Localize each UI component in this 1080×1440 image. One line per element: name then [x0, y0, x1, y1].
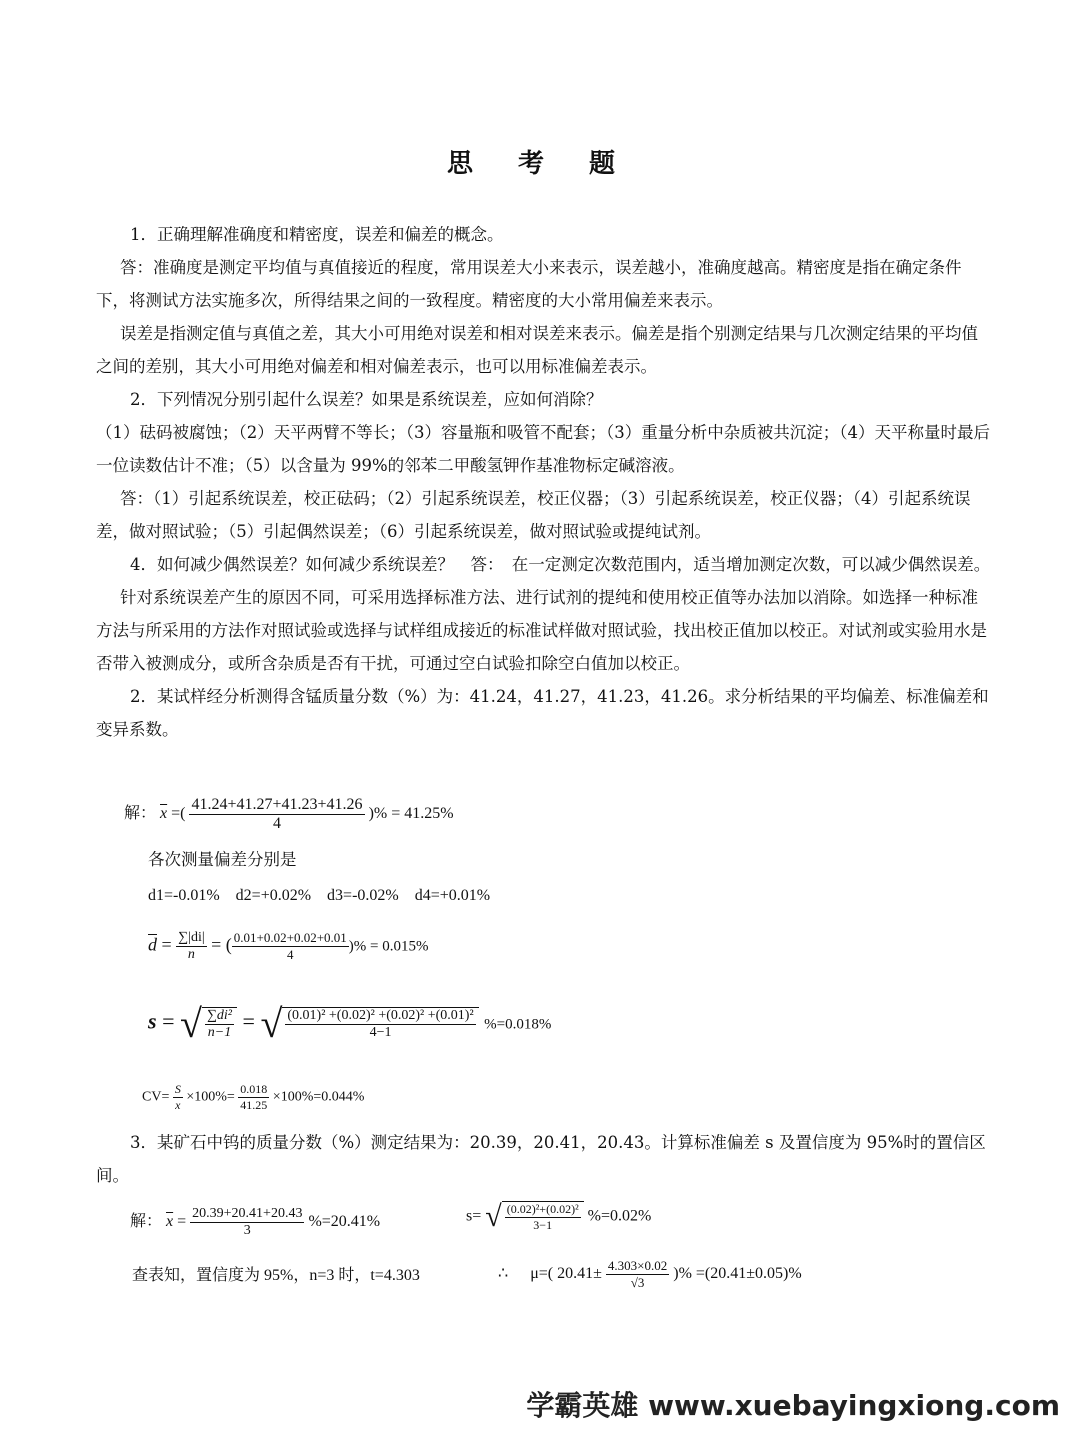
mu-numerator: 4.303×0.02 — [607, 1258, 668, 1273]
avg-deviation-formula: $\overline{d}$ = $\frac{\sum|di|}{n}$ = ( $\frac{0.01+0.02+0.02+0.01}{4}$ )% = 0.015% — [148, 930, 429, 962]
cv-label: CV= — [142, 1089, 170, 1105]
solution-label: 解： — [124, 805, 157, 823]
cv-formula: CV= $\frac{S}{x}$ ×100%= $\frac{0.018}{41.25}$ ×100%=0.044% — [142, 1082, 365, 1112]
mu-result: )% =(20.41±0.05)% — [673, 1265, 802, 1283]
dbar-numerator: 0.01+0.02+0.02+0.01 — [233, 930, 347, 945]
deviation-values: d1=-0.01% d2=+0.02% d3=-0.02% d4=+0.01% — [148, 887, 491, 904]
mean2-numerator: 20.39+20.41+20.43 — [192, 1206, 303, 1221]
mu-denominator: √3 — [630, 1275, 645, 1290]
s-numerator: (0.01)² +(0.02)² +(0.02)² +(0.01)² — [287, 1007, 474, 1023]
s2-numerator: (0.02)²+(0.02)² — [506, 1202, 579, 1216]
mean-fraction — [189, 796, 364, 833]
cv-denominator: 41.25 — [240, 1098, 268, 1112]
mean2-denominator: 3 — [243, 1223, 251, 1238]
mean-denominator: 4 — [273, 815, 282, 832]
question-1: 1．正确理解准确度和精密度，误差和偏差的概念。 — [130, 225, 504, 244]
mean-result: )% = 41.25% — [368, 805, 454, 823]
therefore-symbol: ∴ — [498, 1265, 509, 1283]
page-title: 思 考 题 — [446, 149, 634, 179]
confidence-interval — [498, 1258, 802, 1291]
mu-mean: 20.41± — [557, 1265, 602, 1283]
std-dev-formula: s = √ $\frac{\text{∑di²}}{n-1}$ = √ $\frac{\text{(0.01)² +(0.02)² +(0.02)² +(0.01)²}}{4-1}$ %=0.018% — [148, 1001, 552, 1046]
solution2-label: 解： — [130, 1213, 163, 1231]
answer-1a: 答：准确度是测定平均值与真值接近的程度，常用误差大小来表示，误差越小，准确度越高。精密度是指在确定条件下，将测试方法实施多次，所得结果之间的一致程度。精密度的大小常用偏差来表示。 — [96, 258, 962, 310]
mean-numerator: 41.24+41.27+41.23+41.26 — [191, 796, 363, 813]
body-text — [96, 218, 992, 746]
mean2-result: %=20.41% — [308, 1213, 381, 1231]
cv-numerator: 0.018 — [240, 1082, 268, 1096]
question-3: 3．某矿石中钨的质量分数（%）测定结果为：20.39，20.41，20.43。计算标准偏差 s 及置信度为 95%时的置信区间。 — [96, 1133, 986, 1185]
watermark: 学霸英雄 www.xuebayingxiong.com — [526, 1389, 1060, 1422]
answer-4: 针对系统误差产生的原因不同，可采用选择标准方法、进行试剂的提纯和使用校正值等办法加以消除。如选择一种标准方法与所采用的方法作对照试验或选择与试样组成接近的标准试样做对照试验，找出校正值加以校正。对试剂或实验用水是否带入被测成分，或所含杂质是否有干扰，可通过空白试验扣除空白值加以校正。 — [96, 588, 987, 673]
mean-formula: 解： $\overline{x}$ =( $\frac{41.24+41.27+41.23+41.26}{4}$ )% = 41.25% — [124, 796, 454, 832]
dbar-result: )% = 0.015% — [348, 938, 429, 955]
cv-result: ×100%=0.044% — [272, 1089, 365, 1105]
s2-denominator: 3−1 — [533, 1218, 553, 1232]
mu-label: μ=( — [530, 1265, 554, 1283]
deviation-intro: 各次测量偏差分别是 — [148, 850, 297, 869]
answer-2: 答：（1）引起系统误差，校正砝码；（2）引起系统误差，校正仪器；（3）引起系统误差，校正仪器；（4）引起系统误差，做对照试验；（5）引起偶然误差；（6）引起系统误差，做对照试验或提纯试剂。 — [96, 489, 971, 541]
s2-label: s= — [466, 1207, 482, 1225]
question-3-block — [96, 1126, 992, 1192]
question-2-items: （1）砝码被腐蚀；（2）天平两臂不等长；（3）容量瓶和吸管不配套；（3）重量分析中杂质被共沉淀；（4）天平称量时最后一位读数估计不准；（5）以含量为 99%的邻苯二甲酸氢钾作基准物标定碱溶液。 — [96, 423, 990, 475]
std2-formula: s= √ $\frac{\text{(0.02)²+(0.02)²}}{3-1}$ %=0.02% — [466, 1200, 652, 1233]
dbar-denominator: 4 — [287, 947, 294, 962]
question-4: 4．如何减少偶然误差？如何减少系统误差？ 答： 在一定测定次数范围内，适当增加测定次数，可以减少偶然误差。 — [130, 555, 991, 574]
answer-1b: 误差是指测定值与真值之差，其大小可用绝对误差和相对误差来表示。偏差是指个别测定结果与几次测定结果的平均值之间的差别，其大小可用绝对偏差和相对偏差表示，也可以用标准偏差表示。 — [96, 324, 978, 376]
s2-result: %=0.02% — [587, 1207, 652, 1225]
s-denominator: 4−1 — [369, 1024, 392, 1040]
calc-question-2: 2．某试样经分析测得含锰质量分数（%）为：41.24，41.27，41.23，41.26。求分析结果的平均偏差、标准偏差和变异系数。 — [96, 687, 989, 739]
question-2: 2．下列情况分别引起什么误差？如果是系统误差，应如何消除？ — [130, 390, 603, 409]
table-lookup: 查表知，置信度为 95%，n=3 时，t=4.303 — [132, 1267, 420, 1284]
x-bar: $\overline{x}$ — [160, 805, 168, 823]
s-result: %=0.018% — [484, 1016, 552, 1033]
mean2-formula: 解： $\overline{x}$ = $\frac{20.39+20.41+20.43}{3}$ %=20.41% — [130, 1206, 381, 1238]
